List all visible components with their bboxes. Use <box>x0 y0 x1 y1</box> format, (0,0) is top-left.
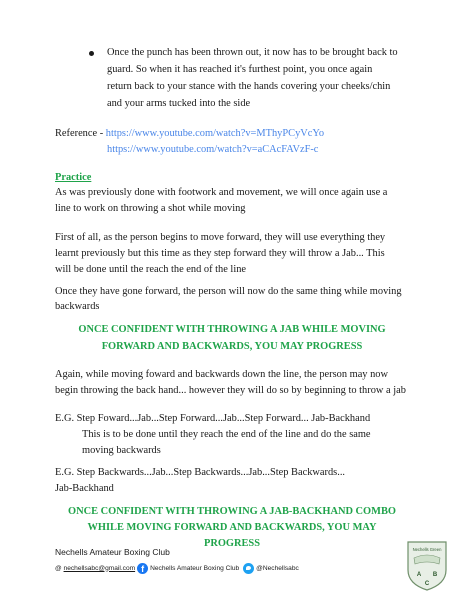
facebook-icon: f <box>137 563 148 574</box>
practice-heading: Practice <box>55 172 92 183</box>
footer-club-name: Nechells Amateur Boxing Club <box>55 547 170 557</box>
practice-para3-line-1: Once they have gone forward, the person will now do the same thing while moving <box>55 286 402 297</box>
bullet-line-4: and your arms tucked into the side <box>107 98 251 109</box>
practice-para2-line-3: will be done until the reach the end of the line <box>55 264 247 275</box>
callout-1-line-1: ONCE CONFIDENT WITH THROWING A JAB WHILE MOVING <box>78 324 386 335</box>
footer-contact-row <box>55 563 299 574</box>
logo-letter-c: C <box>424 581 430 587</box>
callout-2-line-1: ONCE CONFIDENT WITH THROWING A JAB-BACKHAND COMBO <box>68 506 396 517</box>
callout-1-line-2: FORWARD AND BACKWARDS, YOU MAY PROGRESS <box>101 341 363 352</box>
twitter-icon <box>243 563 254 574</box>
logo-text: Nechells Green <box>412 547 442 552</box>
practice-para3-line-2: backwards <box>55 301 100 312</box>
callout-2-line-2: WHILE MOVING FORWARD AND BACKWARDS, YOU MAY <box>87 522 377 533</box>
footer-facebook-name[interactable]: Nechells Amateur Boxing Club <box>150 564 240 572</box>
example-1-line-1: E.G. Step Foward...Jab...Step Forward...Jab...Step Forward... Jab-Backhand <box>55 413 371 424</box>
bullet-line-1: Once the punch has been thrown out, it now has to be brought back to <box>107 47 398 58</box>
logo-letter-a: A <box>416 572 422 578</box>
logo-letter-b: B <box>432 572 438 578</box>
reference-label: Reference - <box>55 128 106 139</box>
practice-para1-line-2: line to work on throwing a shot while moving <box>55 203 246 214</box>
example-1-line-3: moving backwards <box>82 445 161 456</box>
club-crest-logo <box>406 540 448 592</box>
example-2-line-1: E.G. Step Backwards...Jab...Step Backwards...Jab...Step Backwards... <box>55 467 346 478</box>
bullet-line-2: guard. So when it has reached it's furthest point, you once again <box>107 64 373 75</box>
reference-line-1 <box>55 126 324 142</box>
practice-para1-line-1: As was previously done with footwork and movement, we will once again use a <box>55 187 388 198</box>
practice-para4-line-2: begin throwing the back hand... however they will do so by beginning to throw a jab <box>55 385 406 396</box>
example-2-line-2: Jab-Backhand <box>55 483 114 494</box>
reference-link-2[interactable]: https://www.youtube.com/watch?v=aCAcFAVzF-c <box>107 144 319 155</box>
example-1-line-2: This is to be done until they reach the end of the line and do the same <box>82 429 371 440</box>
practice-para2-line-1: First of all, as the person begins to move forward, they will use everything they <box>55 232 386 243</box>
reference-link-1[interactable]: https://www.youtube.com/watch?v=MThyPCyVcYo <box>105 128 325 139</box>
at-icon: @ <box>55 564 62 572</box>
practice-para2-line-2: learnt previously but this time as they step forward they will throw a Jab... This <box>55 248 385 259</box>
footer-twitter-handle[interactable]: @Nechellsabc <box>256 564 299 572</box>
bullet-dot-icon <box>89 51 94 56</box>
bullet-line-3: return back to your stance with the hands covering your cheeks/chin <box>107 81 391 92</box>
callout-2-line-3: PROGRESS <box>203 538 260 549</box>
footer-email-link[interactable]: nechellsabc@gmail.com <box>63 564 136 572</box>
practice-para4-line-1: Again, while moving foward and backwards down the line, the person may now <box>55 369 388 380</box>
